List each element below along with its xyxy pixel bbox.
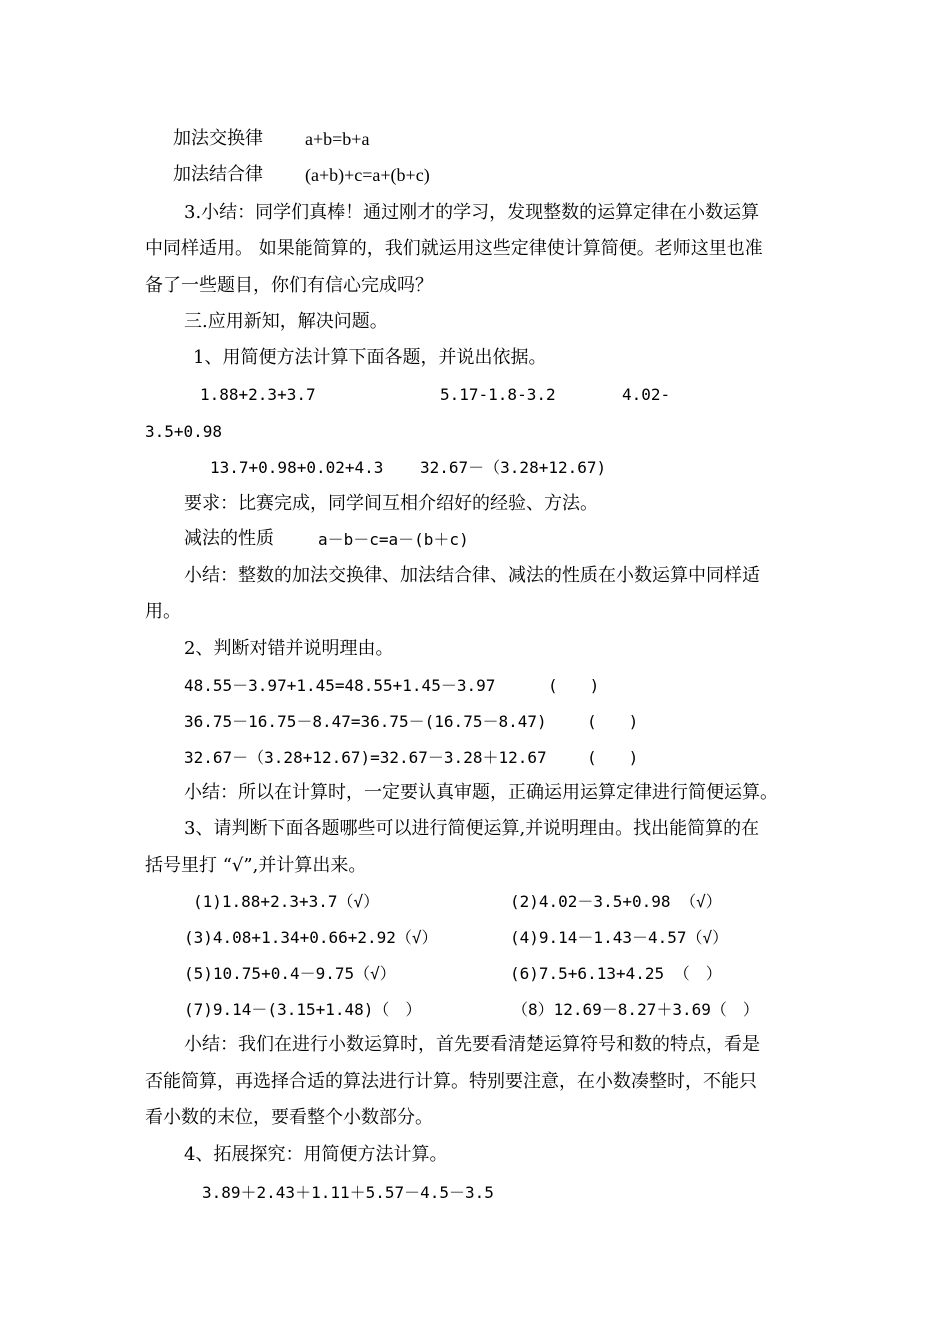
part1-expr-2: 5.17-1.8-3.2 [440, 385, 556, 404]
judge-blank-1: ( ) [548, 676, 600, 695]
part3-question-1: (1)1.88+2.3+3.7（√） [193, 892, 380, 911]
part3-title-line2: 括号里打 “√”,并计算出来。 [145, 855, 367, 876]
judge-blank-3: ( ) [587, 748, 639, 767]
part1-expr-3b: 3.5+0.98 [145, 422, 223, 441]
part3-question-7: (7)9.14－(3.15+1.48)（ ） [184, 1000, 422, 1019]
part3-summary-line2: 否能简算，再选择合适的算法进行计算。特别要注意，在小数凑整时，不能只 [145, 1071, 757, 1092]
part1-summary-line1: 小结：整数的加法交换律、加法结合律、减法的性质在小数运算中同样适 [184, 565, 760, 586]
subtraction-property-formula: a－b－c=a－(b＋c) [318, 530, 469, 549]
commutative-law-formula: a+b=b+a [305, 129, 370, 149]
part3-question-2: (2)4.02－3.5+0.98 （√） [510, 892, 722, 911]
part3-question-8: （8）12.69－8.27＋3.69（ ） [512, 1000, 759, 1019]
part1-expr-4: 13.7+0.98+0.02+4.3 [210, 458, 384, 477]
part3-question-3: (3)4.08+1.34+0.66+2.92（√） [184, 928, 438, 947]
part1-expr-5: 32.67－（3.28+12.67) [420, 458, 607, 477]
part3-question-6: (6)7.5+6.13+4.25 （ ） [510, 964, 722, 983]
part4-expression: 3.89＋2.43＋1.11＋5.57－4.5－3.5 [202, 1183, 494, 1202]
part3-title-line1: 3、请判断下面各题哪些可以进行简便运算,并说明理由。找出能简算的在 [184, 818, 760, 839]
part3-summary-line1: 小结：我们在进行小数运算时，首先要看清楚运算符号和数的特点，看是 [184, 1034, 760, 1055]
part2-title: 2、判断对错并说明理由。 [184, 638, 394, 659]
associative-law-formula: (a+b)+c=a+(b+c) [305, 165, 430, 185]
judge-expr-2: 36.75－16.75－8.47=36.75－(16.75－8.47) [184, 712, 547, 731]
judge-expr-1: 48.55－3.97+1.45=48.55+1.45－3.97 [184, 676, 496, 695]
part1-title: 1、用简便方法计算下面各题，并说出依据。 [193, 347, 547, 368]
part3-summary-line3: 看小数的末位，要看整个小数部分。 [145, 1107, 433, 1128]
commutative-law-name: 加法交换律 [173, 128, 263, 149]
part1-summary-line2: 用。 [145, 601, 181, 622]
associative-law-name: 加法结合律 [173, 164, 263, 185]
part1-expr-3a: 4.02- [622, 385, 671, 404]
summary1-line2: 中同样适用。 如果能简算的，我们就运用这些定律使计算简便。老师这里也准 [145, 238, 763, 259]
part1-expr-1: 1.88+2.3+3.7 [200, 385, 316, 404]
summary1-line1: 3.小结：同学们真棒！通过刚才的学习，发现整数的运算定律在小数运算 [184, 202, 760, 223]
part3-question-4: (4)9.14－1.43－4.57（√） [510, 928, 729, 947]
judge-blank-2: ( ) [587, 712, 639, 731]
subtraction-property-name: 减法的性质 [184, 528, 274, 549]
part1-requirement: 要求：比赛完成，同学间互相介绍好的经验、方法。 [184, 493, 598, 514]
section-3-title: 三.应用新知，解决问题。 [184, 311, 388, 332]
judge-expr-3: 32.67－（3.28+12.67)=32.67－3.28＋12.67 [184, 748, 547, 767]
summary1-line3: 备了一些题目，你们有信心完成吗？ [145, 275, 433, 296]
part4-title: 4、拓展探究：用简便方法计算。 [184, 1144, 448, 1165]
part2-summary: 小结：所以在计算时，一定要认真审题，正确运用运算定律进行简便运算。 [184, 782, 778, 803]
part3-question-5: (5)10.75+0.4－9.75（√） [184, 964, 396, 983]
